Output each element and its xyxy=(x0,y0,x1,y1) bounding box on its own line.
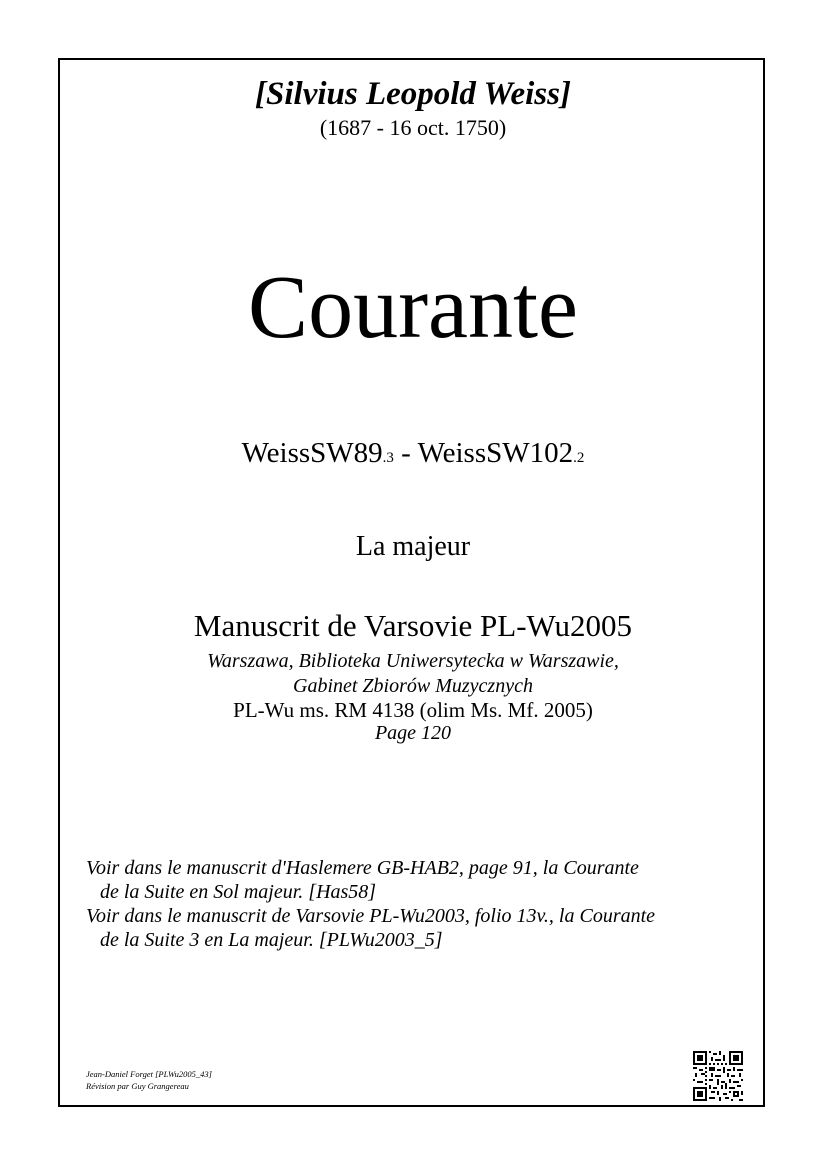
note-item xyxy=(86,904,746,952)
source-page: Page 120 xyxy=(374,722,452,744)
library-line-1: Warszawa, Biblioteka Uniwersytecka w Warszawie, xyxy=(207,650,619,672)
piece-title: Courante xyxy=(248,258,578,357)
catalog-separator: - xyxy=(393,437,418,469)
note-line-2: de la Suite en Sol majeur. [Has58] xyxy=(100,881,377,903)
credits xyxy=(86,1068,212,1092)
catalog-second: WeissSW102 xyxy=(417,437,574,469)
credit-author: Jean-Daniel Forget [PLWu2005_43] xyxy=(86,1069,212,1079)
note-line-2: de la Suite 3 en La majeur. [PLWu2003_5] xyxy=(100,929,443,951)
library-line-2: Gabinet Zbiorów Muzycznych xyxy=(293,675,533,697)
catalog-numbers xyxy=(0,437,826,470)
note-item xyxy=(86,856,746,904)
note-line-1: Voir dans le manuscrit d'Haslemere GB-HAB2, page 91, la Courante xyxy=(86,857,639,879)
shelfmark: PL-Wu ms. RM 4138 (olim Ms. Mf. 2005) xyxy=(233,698,593,722)
qr-code-icon xyxy=(693,1051,743,1101)
composer-name: [Silvius Leopold Weiss] xyxy=(255,76,571,112)
catalog-second-sub: .2 xyxy=(573,450,585,466)
note-line-1: Voir dans le manuscrit de Varsovie PL-Wu2003, folio 13v., la Courante xyxy=(86,905,656,927)
credit-revision: Révision par Guy Grangereau xyxy=(86,1081,189,1091)
catalog-first-sub: .3 xyxy=(382,450,394,466)
concordance-notes xyxy=(86,856,746,952)
composer-dates: (1687 - 16 oct. 1750) xyxy=(319,115,507,140)
key-signature: La majeur xyxy=(355,531,471,562)
catalog-first: WeissSW89 xyxy=(241,437,383,469)
manuscript-name: Manuscrit de Varsovie PL-Wu2005 xyxy=(193,608,633,643)
